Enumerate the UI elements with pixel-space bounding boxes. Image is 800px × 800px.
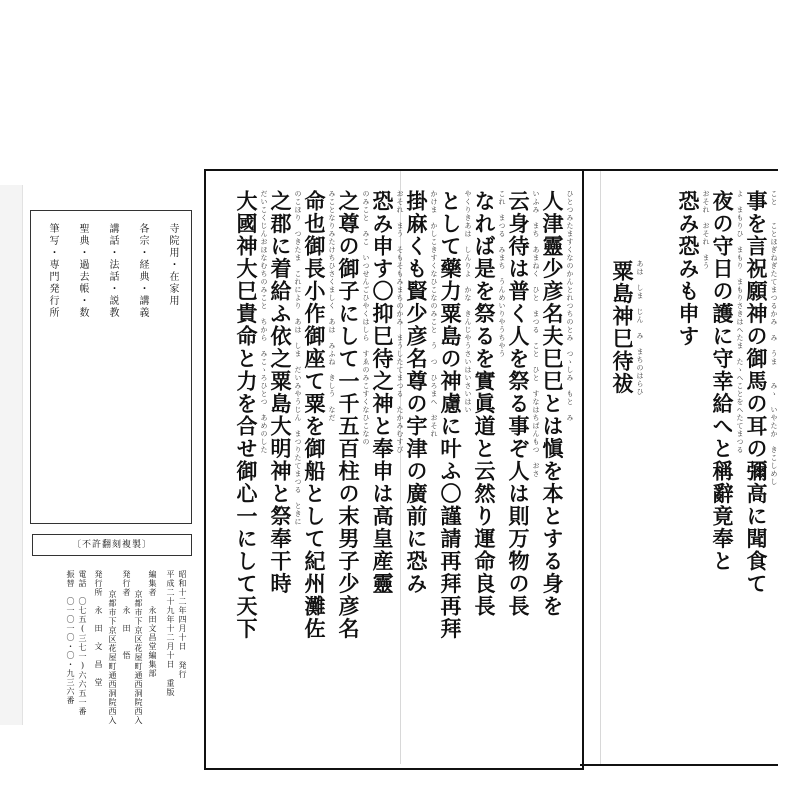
prayer-title: 粟島神巳待祓 bbox=[610, 260, 635, 395]
ruby-column: のみこと みこ いつせんごひやくはしら すゑのみこすくなひこなの bbox=[362, 190, 370, 446]
ruby-column: いふみ まち あまねく ひと まつる こと ひと すなはちばんもつ おさ bbox=[532, 190, 540, 478]
category-row: 聖典・過去帳・数 bbox=[77, 223, 88, 319]
prayer-column: 之尊の御子にして一千五百柱の末男子少彦名 bbox=[336, 190, 361, 640]
prayer-column: 命也御長小作御座て粟を御船として紀州灘佐 bbox=[302, 190, 327, 640]
ruby-column: あは しま じん み まちのはらひ bbox=[636, 260, 644, 396]
binding-margin bbox=[0, 185, 23, 725]
prayer-column: 人津靈少彦名夫巳巳とは愼を本とする身を bbox=[540, 190, 565, 618]
ruby-column: こと ことほぎねぎたてまつるかみ み うま みゝ いやたか きこしめし bbox=[770, 190, 778, 486]
colophon-line: 平成二十九年十二月十日 重版 bbox=[166, 570, 175, 697]
colophon-line: 発行所 永 田 文 昌 堂 bbox=[94, 570, 103, 687]
ruby-column: みことなりみたけちひさくましく あは みふね きしう なだ bbox=[328, 190, 336, 422]
ruby-column: かけま かしこきすくなひこなのみこと う つ ひろまへ おそれ bbox=[430, 190, 438, 438]
ruby-column: よ まもりひ まもり まもりさきはへたま たゝへことをへたてまつる bbox=[736, 190, 744, 454]
no-reproduction-notice: 〔不許翻刻複製〕 bbox=[32, 534, 192, 556]
frame-bottom-rule bbox=[580, 764, 778, 766]
prayer-column: として藥力粟島の神慮に叶ふ〇謹請再拜再拜 bbox=[438, 190, 463, 640]
ruby-column: だいこくじんおほなむちのみこと ちから みこゝろひとつ あめのした bbox=[260, 190, 268, 454]
prayer-column: 大國神大巳貴命と力を合せ御心一にして天下 bbox=[234, 190, 259, 640]
ruby-column: やくりきあは しんりよ かな きんじやうさいはいさいはい bbox=[464, 190, 472, 414]
colophon-line: 編集者 永田文昌堂編集部 bbox=[148, 570, 157, 678]
ruby-column: のこほり つきたま これにより あは しま だいみやうじん まつりたてまつる ときに bbox=[294, 190, 302, 526]
colophon-line: 電話 〇七五(三七一)六六五一番 bbox=[78, 570, 87, 716]
colophon-line: 京都市下京区花屋町通西洞院西入 bbox=[134, 590, 143, 725]
page-fold bbox=[600, 171, 601, 764]
colophon-line: 発行者 永 田 悟 bbox=[122, 570, 131, 660]
colophon-line: 京都市下京区花屋町通西洞院西入 bbox=[108, 590, 117, 725]
prayer-column: なれば是を祭るを實眞道と云然り運命良長 bbox=[472, 190, 497, 618]
category-row: 筆写・専門発行所 bbox=[47, 223, 58, 319]
category-row: 寺院用・在家用 bbox=[167, 223, 178, 307]
colophon-line: 振替 〇一〇一〇・〇・九三六番 bbox=[66, 570, 75, 705]
colophon-line: 昭和十二年四月十日 発行 bbox=[178, 570, 187, 679]
frame-top-rule bbox=[580, 169, 778, 171]
ruby-column: おそれ まう そもそもみまちのかみ まうしたてまつる たかみむすび bbox=[396, 190, 404, 454]
prayer-column: 之郡に着給ふ依之粟島大明神と祭奉干時 bbox=[268, 190, 293, 595]
category-row: 講話・法話・説教 bbox=[107, 223, 118, 319]
publisher-category-box bbox=[30, 210, 192, 524]
prayer-column: 掛麻くも賢少彦名尊の宇津の廣前に恐み bbox=[404, 190, 429, 595]
ruby-column: おそれ おそれ まう bbox=[702, 190, 710, 270]
category-row: 各宗・経典・講義 bbox=[137, 223, 148, 319]
ruby-column: ひとつみたますくなのかんとれつちのとみ つゝしみ もと み bbox=[566, 190, 574, 422]
publisher-panel bbox=[22, 192, 204, 730]
prayer-column: 云身待は普く人を祭る事ぞ人は則万物の長 bbox=[506, 190, 531, 618]
prayer-column: 夜の守日の護に守幸給へと稱辭竟奉と bbox=[710, 190, 735, 573]
prayer-column: 恐み恐みも申す bbox=[676, 190, 701, 348]
prayer-column: 恐み申す〇抑巳待之神と奉申は高皇産靈 bbox=[370, 190, 395, 595]
prayer-column: 事を言祝願神の御馬の耳の彌高に聞食て bbox=[744, 190, 769, 595]
ruby-column: これ まつる みまち うんめいりやうちやう bbox=[498, 190, 506, 358]
